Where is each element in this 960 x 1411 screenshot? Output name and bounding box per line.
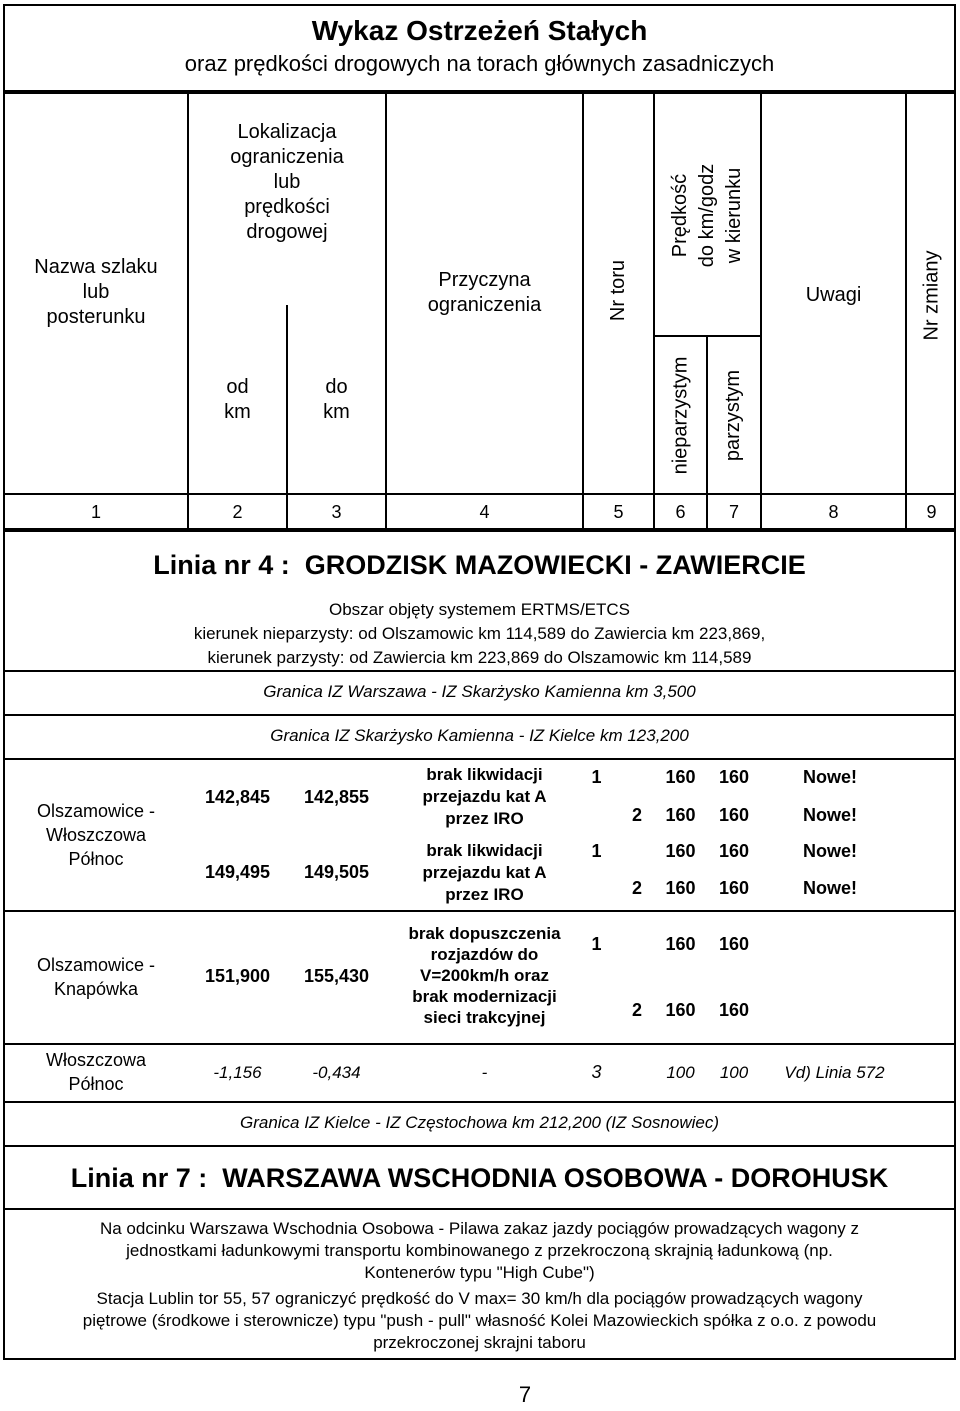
track-number: 2: [631, 804, 642, 825]
from-km: -1,156: [213, 1062, 262, 1082]
notes: Vd) Linia 572: [784, 1062, 885, 1082]
column-number: 6: [675, 502, 686, 522]
track-number: 3: [591, 1061, 602, 1082]
section-name: Olszamowice - Włoszczowa Północ: [36, 801, 156, 869]
column-number: 9: [926, 502, 937, 522]
to-km: 149,505: [303, 861, 370, 882]
area-line: kierunek nieparzysty: od Olszamowic km 114,589 do Zawiercia km 223,869,: [193, 624, 766, 643]
line7-note-2: [5, 1288, 954, 1354]
line7-note-1: [5, 1218, 954, 1284]
line4-title: Linia nr 4 : GRODZISK MAZOWIECKI - ZAWIERCIE: [153, 549, 806, 580]
header-change: Nr zmiany: [920, 249, 943, 341]
speed-even: 160: [718, 999, 750, 1020]
from-km: 142,845: [204, 786, 271, 807]
page-subtitle: oraz prędkości drogowych na torach głównych zasadniczych: [184, 51, 775, 76]
track-number: 2: [631, 877, 642, 898]
divider: [3, 1043, 956, 1045]
speed-even: 160: [718, 766, 750, 787]
border-kielce-czestochowa: Granica IZ Kielce - IZ Częstochowa km 212,200 (IZ Sosnowiec): [239, 1113, 719, 1132]
note-line: piętrowe (środkowe i sterownicze) typu "push - pull" własność Kolei Mazowieckich spółka z o.o. z powodu: [82, 1311, 877, 1330]
speed-even: 160: [718, 933, 750, 954]
header-name: Nazwa szlaku lub posterunku: [34, 256, 158, 328]
track-number: 1: [591, 766, 602, 787]
speed-odd: 160: [665, 840, 696, 861]
section-name: Włoszczowa Północ: [45, 1050, 147, 1094]
area-line: kierunek parzysty: od Zawiercia km 223,869 do Olszamowic km 114,589: [207, 648, 752, 667]
border-warszawa-skarzysko: Granica IZ Warszawa - IZ Skarżysko Kamienna km 3,500: [263, 682, 696, 701]
header-from-km: od km: [224, 376, 251, 423]
speed-odd: 160: [665, 804, 696, 825]
column-number: 1: [90, 502, 101, 522]
note-line: jednostkami ładunkowymi transportu kombinowanego z przekroczoną skrajnią ładunkową (np.: [126, 1241, 833, 1260]
note-line: Stacja Lublin tor 55, 57 ograniczyć prędkość do V max= 30 km/h dla pociągów prowadzących wagony: [96, 1289, 863, 1308]
area-line: Obszar objęty systemem ERTMS/ETCS: [328, 600, 631, 619]
track-number: 1: [591, 840, 602, 861]
column-number: 2: [232, 502, 243, 522]
section-name: Olszamowice - Knapówka: [36, 955, 156, 999]
column-number: 3: [331, 502, 342, 522]
column-number: 4: [479, 502, 490, 522]
header-odd-cell: [655, 340, 706, 490]
header-even-cell: [708, 340, 760, 490]
speed-even: 100: [719, 1062, 749, 1082]
header-even: parzystym: [722, 369, 745, 461]
header-notes: Uwagi: [805, 283, 862, 306]
note-line: przekroczonej skrajni taboru: [373, 1333, 586, 1352]
reason: -: [481, 1062, 488, 1082]
to-km: 155,430: [303, 965, 370, 986]
page-title: Wykaz Ostrzeżeń Stałych: [311, 15, 648, 46]
column-number: 8: [828, 502, 839, 522]
to-km: 142,855: [303, 786, 370, 807]
header-location: Lokalizacja ograniczenia lub prędkości drogowej: [230, 121, 344, 243]
column-number: 5: [613, 502, 624, 522]
divider: [3, 1145, 956, 1147]
speed-even: 160: [718, 840, 750, 861]
speed-odd: 160: [665, 766, 696, 787]
speed-odd: 160: [665, 999, 696, 1020]
divider: [3, 1101, 956, 1103]
speed-odd: 160: [665, 933, 696, 954]
speed-odd: 100: [666, 1062, 695, 1082]
border-skarzysko-kielce: Granica IZ Skarżysko Kamienna - IZ Kielce km 123,200: [270, 726, 689, 745]
header-change-cell: [907, 230, 956, 360]
header-speed: Prędkość do km/godz w kierunku: [668, 163, 745, 267]
from-km: 151,900: [204, 965, 271, 986]
notes: Nowe!: [803, 877, 857, 898]
line7-title: Linia nr 7 : WARSZAWA WSCHODNIA OSOBOWA - DOROHUSK: [70, 1162, 889, 1193]
reason: brak likwidacji przejazdu kat A przez IRO: [422, 841, 547, 904]
note-line: Kontenerów typu "High Cube"): [364, 1263, 595, 1282]
header-track: Nr toru: [607, 259, 629, 321]
notes: Nowe!: [803, 766, 857, 787]
from-km: 149,495: [204, 861, 271, 882]
to-km: -0,434: [312, 1062, 361, 1082]
header-track-cell: [584, 240, 653, 340]
track-number: 1: [591, 933, 602, 954]
header-reason: Przyczyna ograniczenia: [427, 268, 542, 316]
speed-even: 160: [718, 804, 750, 825]
notes: Nowe!: [803, 804, 857, 825]
note-line: Na odcinku Warszawa Wschodnia Osobowa - Pilawa zakaz jazdy pociągów prowadzących wagony z: [99, 1219, 860, 1238]
line4-area-info: [5, 598, 954, 670]
header-to-km: do km: [323, 376, 350, 423]
track-number: 2: [631, 999, 642, 1020]
speed-even: 160: [718, 877, 750, 898]
divider: [3, 670, 956, 672]
divider: [3, 714, 956, 716]
divider: [3, 1208, 956, 1210]
reason: brak likwidacji przejazdu kat A przez IRO: [422, 765, 547, 828]
notes: Nowe!: [803, 840, 857, 861]
speed-odd: 160: [665, 877, 696, 898]
page-number: 7: [518, 1382, 532, 1407]
reason: brak dopuszczenia rozjazdów do V=200km/h oraz brak modernizacji sieci trakcyjnej: [408, 924, 561, 1027]
column-number: 7: [728, 502, 739, 522]
header-speed-cell: [655, 150, 760, 280]
header-odd: nieparzystym: [669, 356, 691, 474]
header-divider: [653, 335, 760, 337]
